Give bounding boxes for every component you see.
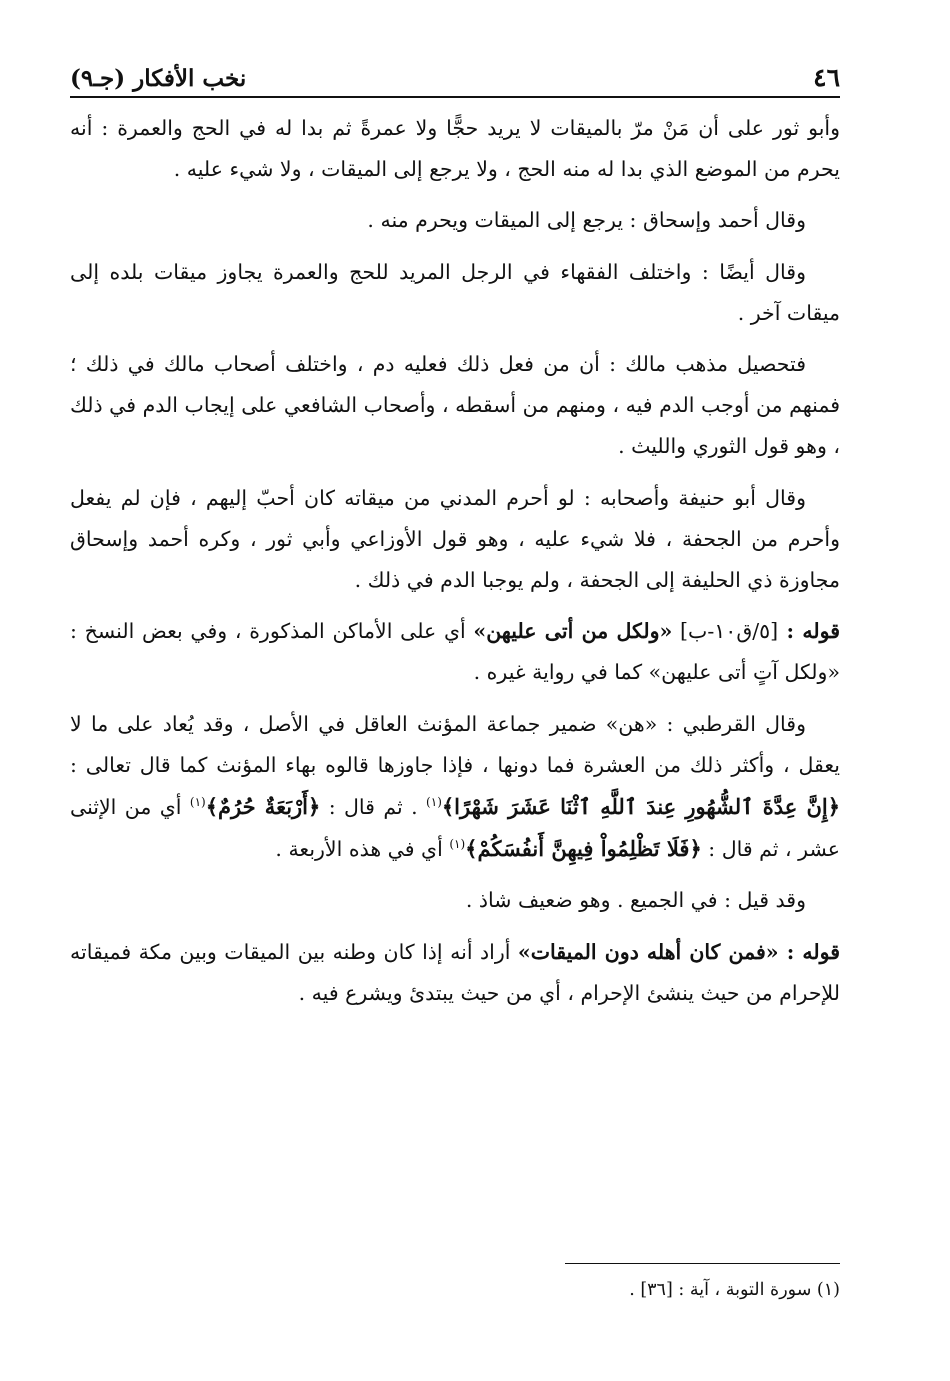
header-rule	[70, 96, 840, 98]
paragraph: وقال أبو حنيفة وأصحابه : لو أحرم المدني من ميقاته كان أحبّ إليهم ، فإن لم يفعل وأحرم من الجحفة ، فلا شيء عليه ، وهو قول الأوزاعي وأبي ثور ، وكره أحمد وإسحاق مجاوزة ذي الحليفة إلى الجحفة ، ولم يوجبا الدم في ذلك .	[70, 485, 840, 593]
commentary-text: أي على الأماكن المذكورة ، وفي بعض النسخ : «ولكل آتٍ أتى عليهن» كما في رواية غيره .	[70, 619, 840, 685]
paragraph-commentary	[70, 932, 840, 1014]
footnote-marker: (١)	[449, 837, 466, 852]
paragraph: فتحصيل مذهب مالك : أن من فعل ذلك فعليه دم ، واختلف أصحاب مالك في ذلك ؛ فمنهم من أوجب الدم فيه ، ومنهم من أسقطه ، وأصحاب الشافعي على إيجاب الدم في ذلك ، وهو قول الثوري والليث .	[70, 352, 840, 459]
manuscript-ref: [٥/ق١٠-ب]	[680, 619, 779, 644]
quran-verse: ﴿إِنَّ عِدَّةَ ٱلشُّهُورِ عِندَ ٱللَّهِ ٱثْنَا عَشَرَ شَهْرًا﴾	[441, 794, 841, 820]
footnote: (١) سورة التوبة ، آية : [٣٦] .	[629, 1280, 840, 1300]
quran-verse: ﴿فَلَا تَظْلِمُواْ فِيهِنَّ أَنفُسَكُمْ﴾	[465, 836, 702, 862]
paragraph: وأبو ثور على أن مَنْ مرّ بالميقات لا يريد حجًّا ولا عمرةً ثم بدا له في الحج والعمرة : أنه يحرم من الموضع الذي بدا له منه الحج ، ولا يرجع إلى الميقات ، ولا شيء عليه .	[70, 116, 840, 182]
lead-word: قوله :	[778, 939, 840, 964]
paragraph-qurtubi	[70, 704, 840, 871]
footnote-marker: (١)	[426, 795, 442, 810]
text-run: أي في هذه الأربعة .	[275, 837, 450, 862]
paragraph: وقال أيضًا : واختلف الفقهاء في الرجل المريد للحج والعمرة يجاوز ميقات بلده إلى ميقات آخر .	[70, 259, 840, 325]
book-page	[70, 50, 840, 1340]
main-text	[70, 108, 840, 1024]
lead-word: قوله :	[778, 619, 840, 644]
page-header	[70, 50, 840, 92]
quran-verse: ﴿أَرْبَعَةٌ حُرُمٌ﴾	[205, 794, 321, 820]
text-run: وقال القرطبي : «هن» ضمير جماعة المؤنث العاقل في الأصل ، وقد يُعاد على ما لا يعقل ، وأكثر ذلك من العشرة فما دونها ، فإذا جاوزها قالوه بهاء المؤنث كما قال تعالى :	[70, 711, 840, 777]
hadith-quote: «ولكل من أتى عليهن»	[473, 619, 673, 644]
paragraph: وقال أحمد وإسحاق : يرجع إلى الميقات ويحرم منه .	[367, 208, 806, 233]
footnote-marker: (١)	[189, 795, 206, 810]
paragraph: وقد قيل : في الجميع . وهو ضعيف شاذ .	[465, 888, 806, 913]
footnote-rule	[565, 1263, 840, 1264]
text-run: . ثم قال :	[320, 795, 427, 820]
text-run: أي من الإثنى عشر ، ثم قال :	[70, 795, 840, 862]
commentary-text: أراد أنه إذا كان وطنه بين الميقات وبين مكة فميقاته للإحرام من حيث ينشئ الإحرام ، أي من حيث يبتدئ ويشرع فيه .	[70, 939, 840, 1005]
paragraph-commentary	[70, 611, 840, 693]
book-title: نخب الأفكار (جـ٩)	[70, 65, 247, 92]
hadith-quote: «فمن كان أهله دون الميقات»	[517, 939, 779, 964]
page-number: ٤٦	[813, 63, 840, 92]
